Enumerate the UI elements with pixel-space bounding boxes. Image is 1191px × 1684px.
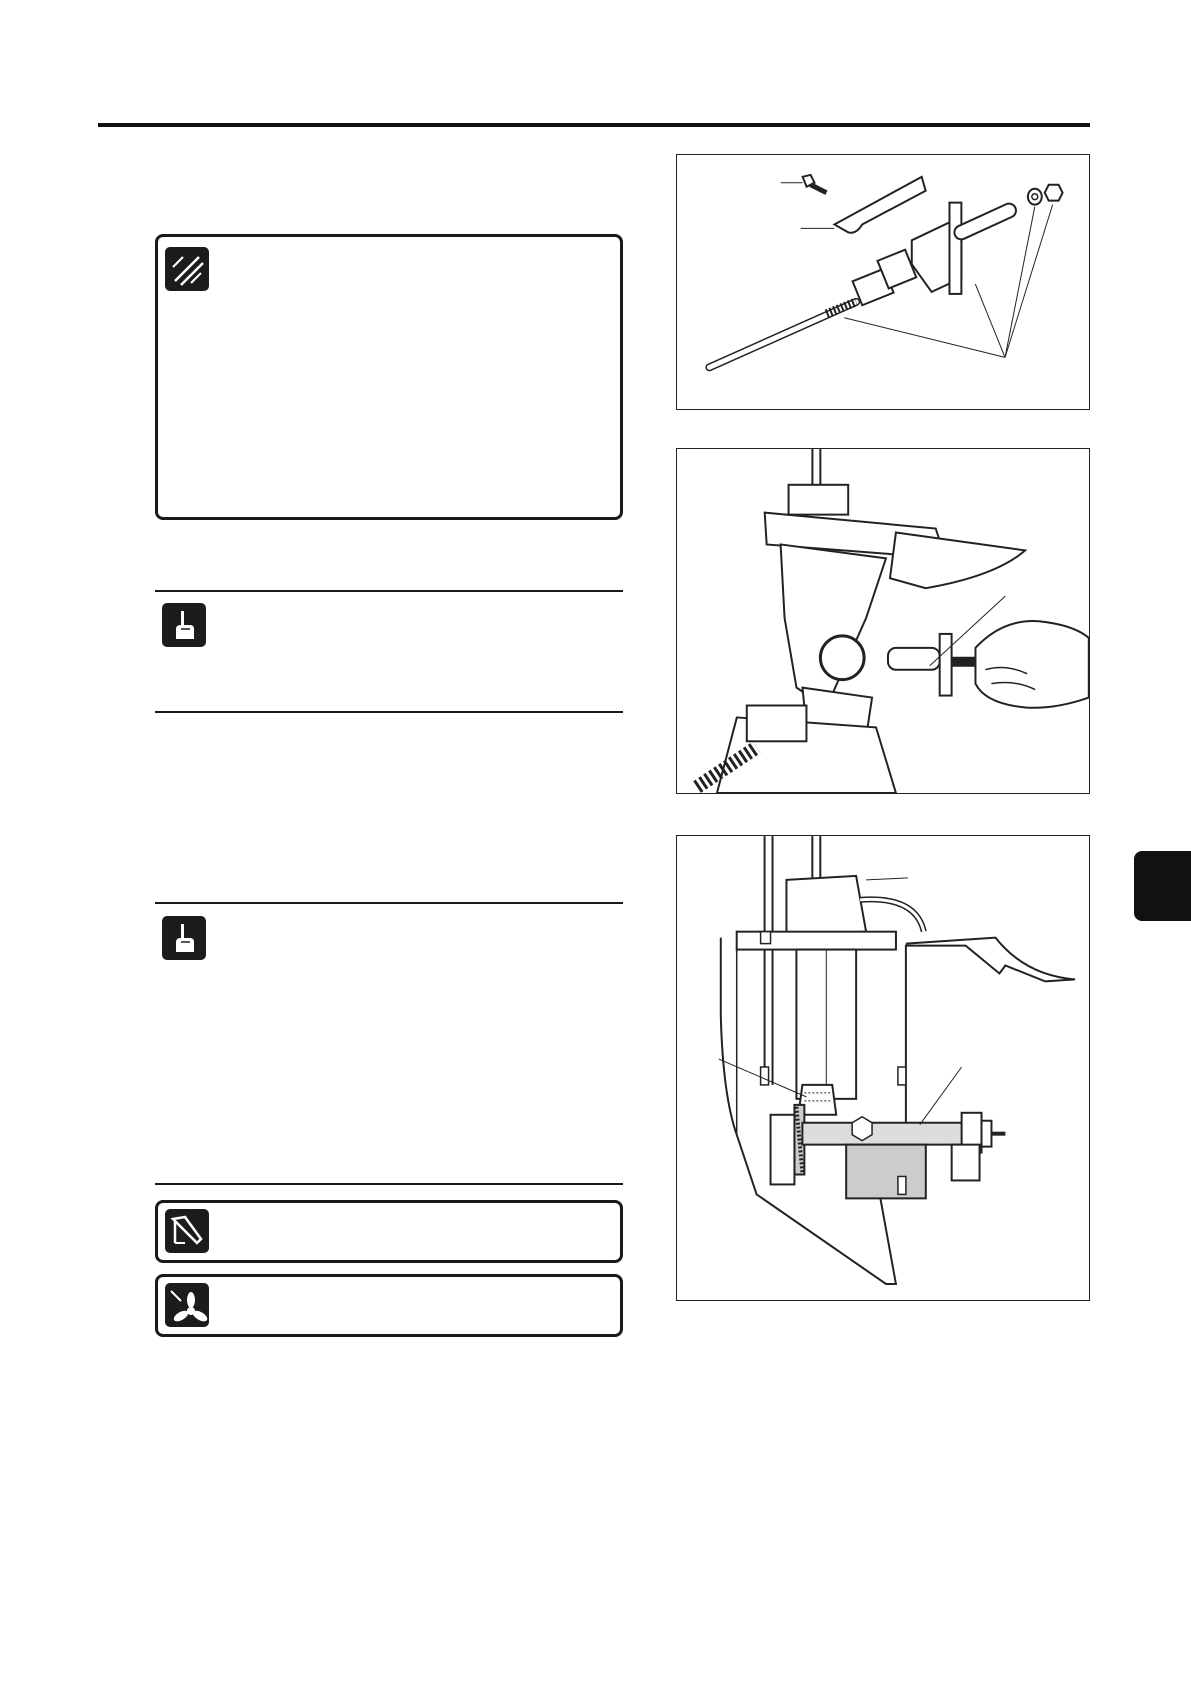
note-divider-top-2 bbox=[155, 902, 623, 904]
note-divider-top-1 bbox=[155, 590, 623, 592]
pointing-hand-icon bbox=[162, 916, 206, 960]
pointing-hand-icon bbox=[162, 603, 206, 647]
lower-unit-box bbox=[155, 1274, 623, 1337]
gearcase-cross-section-figure bbox=[676, 835, 1090, 1301]
note-divider-bottom-1 bbox=[155, 711, 623, 713]
tool-parts-figure bbox=[676, 154, 1090, 410]
specification-box bbox=[155, 1200, 623, 1263]
note-divider-bottom-2 bbox=[155, 1183, 623, 1185]
section-tab bbox=[1134, 851, 1191, 921]
propeller-icon bbox=[165, 1283, 209, 1327]
special-service-tool-icon bbox=[165, 247, 209, 291]
caliper-icon bbox=[165, 1209, 209, 1253]
header-rule bbox=[98, 123, 1090, 127]
special-tool-box bbox=[155, 234, 623, 520]
gearcase-vise-figure bbox=[676, 448, 1090, 794]
